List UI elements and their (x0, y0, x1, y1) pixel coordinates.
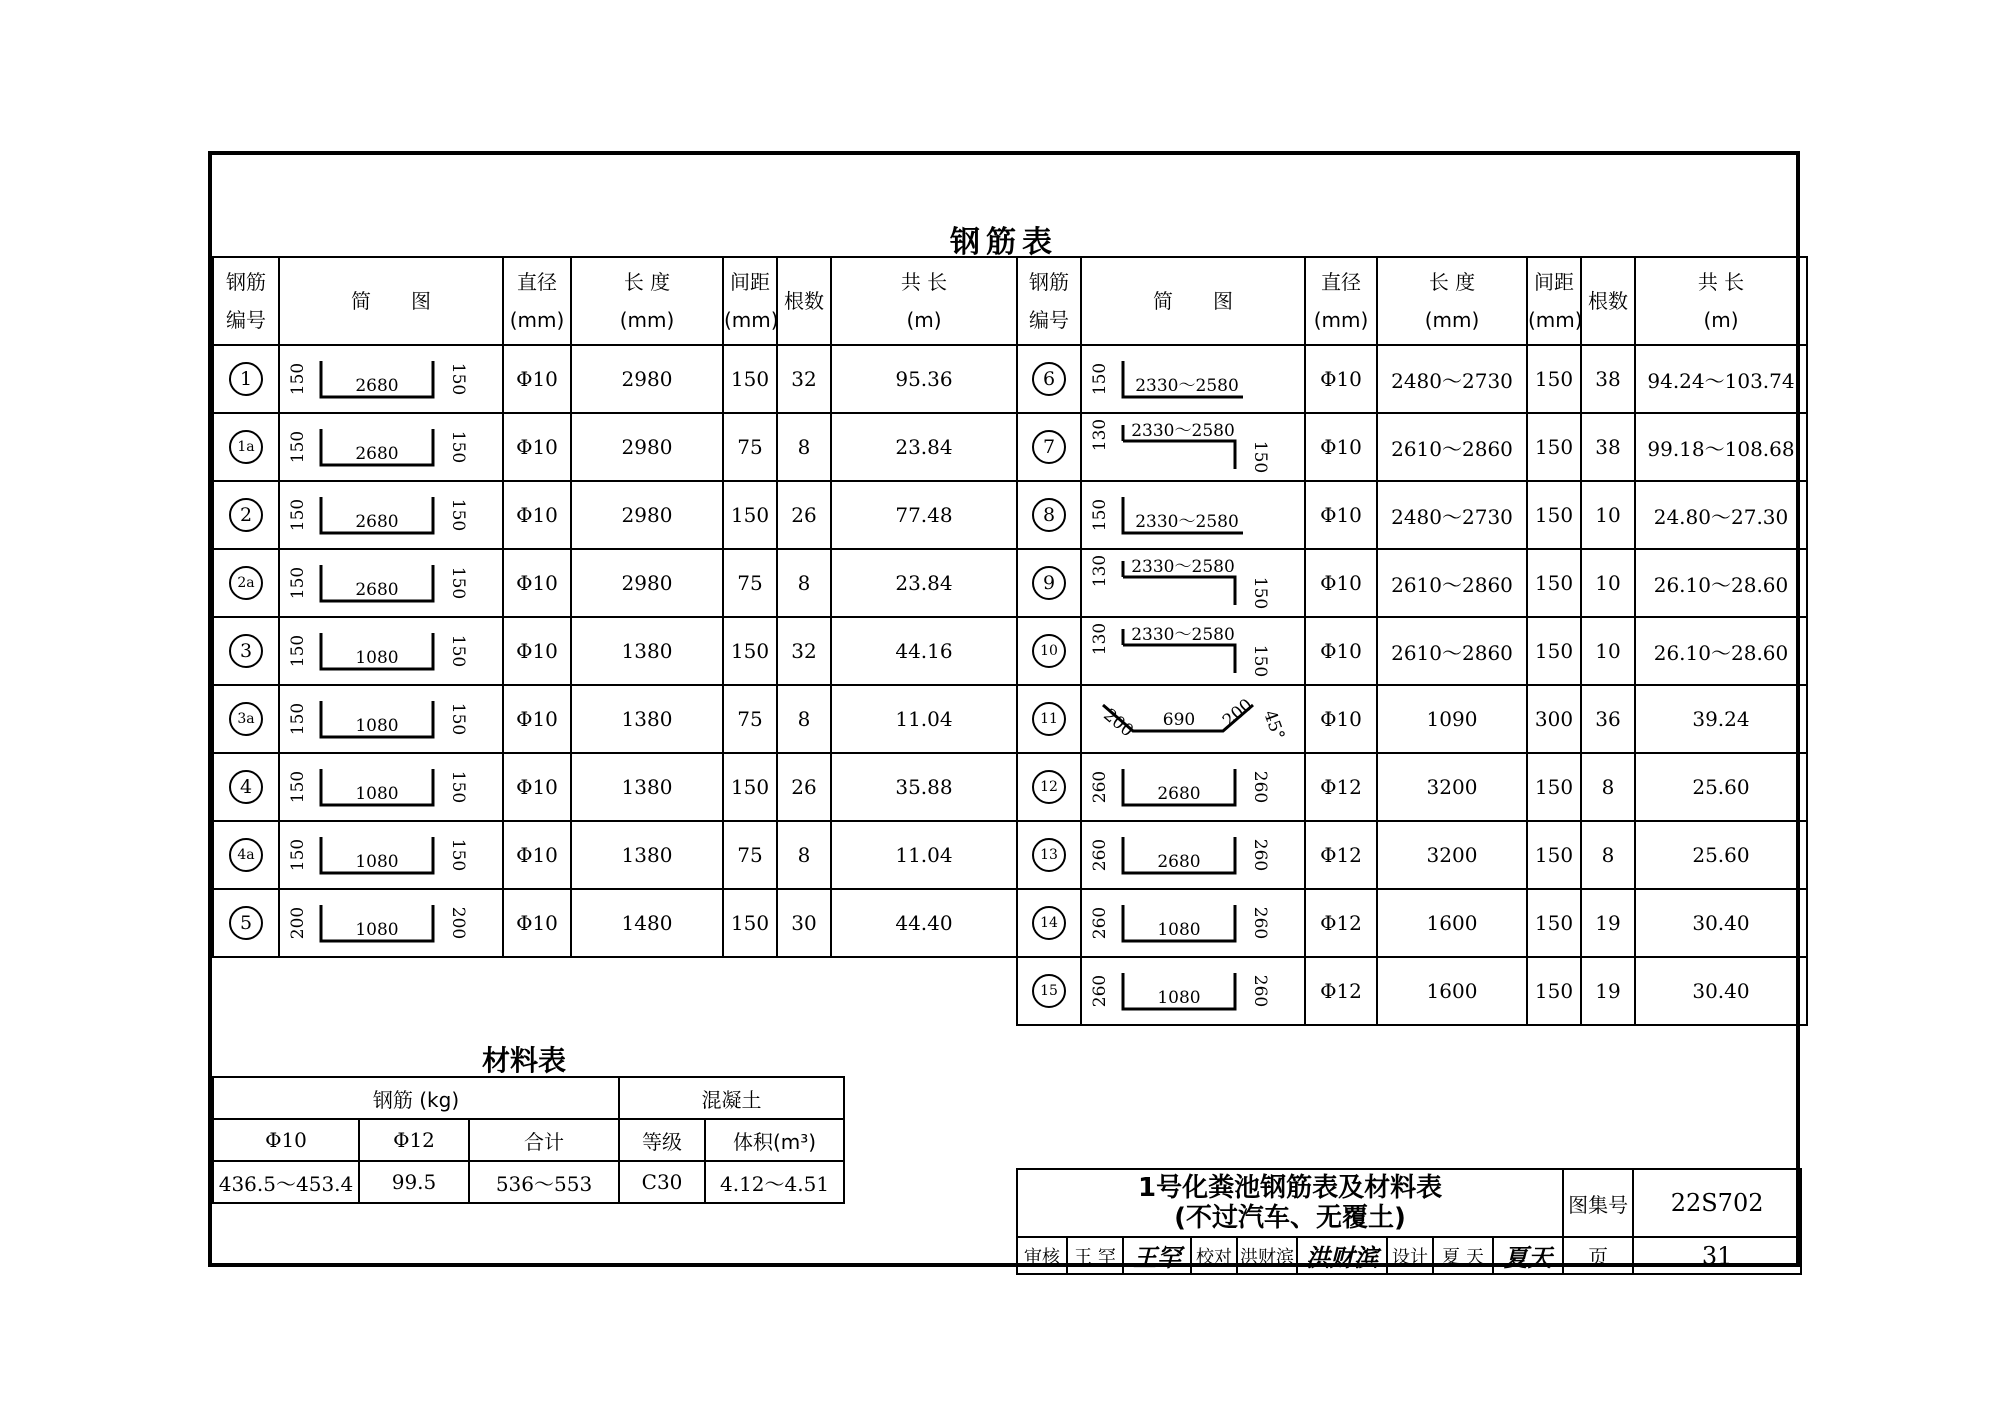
drawing-name: 1号化粪池钢筋表及材料表 (不过汽车、无覆土) (1017, 1169, 1563, 1237)
rebar-id (213, 889, 279, 957)
table-row (1017, 549, 1807, 617)
right-leg-label: 150 (448, 498, 468, 532)
rebar-id-badge: 3a (229, 702, 263, 736)
checker-name: 洪财滨 (1237, 1237, 1297, 1274)
rebar-total-length: 30.40 (1635, 889, 1807, 957)
rebar-total-length: 26.10～28.60 (1635, 617, 1807, 685)
rebar-diameter: Φ12 (1305, 957, 1377, 1025)
rebar-total-length: 44.40 (831, 889, 1017, 957)
rebar-shape-diagram (1090, 622, 1293, 678)
right-leg-label: 260 (1250, 974, 1270, 1008)
rebar-shape-diagram (288, 353, 491, 405)
rebar-length: 3200 (1377, 821, 1527, 889)
reviewer-signature: 王罕 (1123, 1237, 1191, 1274)
rebar-length: 1090 (1377, 685, 1527, 753)
rebar-total-length: 39.24 (1635, 685, 1807, 753)
main-length-label: 2330～2580 (1131, 625, 1235, 645)
rebar-total-length: 11.04 (831, 685, 1017, 753)
rebar-length: 2980 (571, 481, 723, 549)
table-row (213, 549, 1017, 617)
rebar-length: 2610～2860 (1377, 413, 1527, 481)
rebar-count: 38 (1581, 345, 1635, 413)
rebar-total-length: 35.88 (831, 753, 1017, 821)
main-length-label: 1080 (355, 648, 399, 668)
left-leg-label: 260 (1090, 906, 1110, 940)
rebar-diameter: Φ10 (1305, 345, 1377, 413)
rebar-shape-diagram (1093, 693, 1293, 745)
left-leg-label: 200 (288, 906, 308, 940)
reviewer-name: 王 罕 (1067, 1237, 1123, 1274)
rebar-spacing: 150 (723, 617, 777, 685)
rebar-length: 2480～2730 (1377, 345, 1527, 413)
rebar-id-badge: 15 (1032, 974, 1066, 1008)
right-leg-label: 150 (448, 770, 468, 804)
left-leg-label: 260 (1090, 838, 1110, 872)
rebar-weight-header: 钢筋 (kg) (213, 1077, 619, 1119)
material-table (212, 1076, 845, 1204)
main-length-label: 2680 (355, 512, 399, 532)
main-length-label: 2680 (355, 376, 399, 396)
rebar-shape-diagram (1090, 489, 1293, 541)
page-label: 页 (1563, 1237, 1633, 1274)
header-spacing: 间距 (mm) (723, 257, 777, 345)
rebar-shape-diagram (1090, 897, 1293, 949)
rebar-count: 8 (777, 821, 831, 889)
rebar-shape (279, 821, 503, 889)
rebar-id-badge: 3 (229, 634, 263, 668)
rebar-spacing: 300 (1527, 685, 1581, 753)
col-phi10: Φ10 (213, 1119, 359, 1161)
atlas-label: 图集号 (1563, 1169, 1633, 1237)
rebar-diameter: Φ12 (1305, 821, 1377, 889)
table-row (213, 481, 1017, 549)
right-leg-label: 260 (1250, 838, 1270, 872)
rebar-diameter: Φ10 (503, 345, 571, 413)
rebar-total-length: 30.40 (1635, 957, 1807, 1025)
left-leg-label: 150 (288, 838, 308, 872)
left-leg-label: 130 (1090, 622, 1110, 656)
leg-label: 150 (1090, 362, 1110, 396)
rebar-diameter: Φ10 (1305, 481, 1377, 549)
rebar-shape-diagram (288, 693, 491, 745)
rebar-shape (1081, 617, 1305, 685)
left-leg-label: 150 (288, 566, 308, 600)
table-row (1017, 617, 1807, 685)
rebar-count: 26 (777, 753, 831, 821)
header-dia: 直径 (mm) (503, 257, 571, 345)
rebar-spacing: 150 (723, 753, 777, 821)
main-length-label: 1080 (1157, 920, 1201, 940)
header-length: 长 度 (mm) (1377, 257, 1527, 345)
rebar-length: 2480～2730 (1377, 481, 1527, 549)
right-leg-label: 150 (448, 634, 468, 668)
right-leg-label: 150 (448, 566, 468, 600)
rebar-count: 36 (1581, 685, 1635, 753)
checker-signature: 洪财滨 (1297, 1237, 1387, 1274)
main-length-label: 1080 (355, 716, 399, 736)
rebar-shape (1081, 957, 1305, 1025)
rebar-id-badge: 1a (229, 430, 263, 464)
rebar-table-left (212, 256, 1018, 958)
left-leg-label: 150 (288, 430, 308, 464)
right-leg-label: 260 (1250, 906, 1270, 940)
rebar-shape-diagram (288, 489, 491, 541)
right-leg-label: 150 (1250, 644, 1270, 678)
rebar-id-badge: 4 (229, 770, 263, 804)
rebar-spacing: 75 (723, 685, 777, 753)
rebar-shape-diagram (1090, 965, 1293, 1017)
main-length-label: 2330～2580 (1135, 376, 1239, 396)
rebar-spacing: 150 (1527, 617, 1581, 685)
rebar-total-length: 24.80～27.30 (1635, 481, 1807, 549)
main-length-label: 1080 (1157, 988, 1201, 1008)
table-title: 钢筋表 (950, 225, 1058, 260)
right-leg-label: 150 (1250, 576, 1270, 610)
rebar-shape-diagram (1090, 353, 1293, 405)
rebar-id (1017, 685, 1081, 753)
rebar-id (1017, 413, 1081, 481)
col-volume: 体积(m³) (705, 1119, 844, 1161)
rebar-shape-diagram (288, 897, 491, 949)
rebar-total-length: 99.18～108.68 (1635, 413, 1807, 481)
val-phi10: 436.5～453.4 (213, 1161, 359, 1203)
main-length-label: 690 (1162, 710, 1196, 730)
rebar-id-badge: 12 (1032, 770, 1066, 804)
header-total: 共 长 (m) (1635, 257, 1807, 345)
rebar-length: 1380 (571, 821, 723, 889)
rebar-total-length: 25.60 (1635, 753, 1807, 821)
rebar-diameter: Φ10 (1305, 549, 1377, 617)
rebar-spacing: 75 (723, 821, 777, 889)
rebar-spacing: 150 (1527, 481, 1581, 549)
main-length-label: 2330～2580 (1135, 512, 1239, 532)
main-length-label: 2680 (355, 444, 399, 464)
main-length-label: 2680 (355, 580, 399, 600)
rebar-count: 30 (777, 889, 831, 957)
rebar-shape (1081, 413, 1305, 481)
rebar-length: 2980 (571, 413, 723, 481)
rebar-shape (1081, 549, 1305, 617)
rebar-shape (1081, 889, 1305, 957)
rebar-count: 26 (777, 481, 831, 549)
rebar-shape (279, 549, 503, 617)
rebar-id (213, 685, 279, 753)
header-row (1017, 257, 1807, 345)
rebar-total-length: 94.24～103.74 (1635, 345, 1807, 413)
rebar-count: 19 (1581, 957, 1635, 1025)
table-row (1017, 957, 1807, 1025)
atlas-number: 22S702 (1633, 1169, 1801, 1237)
left-leg-label: 150 (288, 770, 308, 804)
rebar-spacing: 150 (1527, 413, 1581, 481)
rebar-line (1123, 645, 1235, 673)
rebar-spacing: 150 (1527, 957, 1581, 1025)
rebar-shape (1081, 481, 1305, 549)
rebar-table-right (1016, 256, 1808, 1026)
rebar-shape (279, 685, 503, 753)
rebar-id-badge: 2a (229, 566, 263, 600)
drawing-frame (208, 151, 1800, 1272)
rebar-id (1017, 481, 1081, 549)
rebar-count: 8 (777, 549, 831, 617)
rebar-count: 10 (1581, 549, 1635, 617)
rebar-total-length: 77.48 (831, 481, 1017, 549)
header-id: 钢筋 编号 (1017, 257, 1081, 345)
rebar-id-badge: 8 (1032, 498, 1066, 532)
main-length-label: 1080 (355, 784, 399, 804)
header-shape: 简 图 (279, 257, 503, 345)
left-leg-label: 150 (288, 362, 308, 396)
rebar-id (1017, 617, 1081, 685)
rebar-id (213, 413, 279, 481)
rebar-id-badge: 2 (229, 498, 263, 532)
rebar-shape (279, 345, 503, 413)
rebar-id (1017, 821, 1081, 889)
rebar-shape-diagram (1090, 761, 1293, 813)
leg-label: 150 (1090, 498, 1110, 532)
rebar-id-badge: 1 (229, 362, 263, 396)
rebar-count: 8 (1581, 753, 1635, 821)
table-row (213, 753, 1017, 821)
rebar-total-length: 95.36 (831, 345, 1017, 413)
val-volume: 4.12～4.51 (705, 1161, 844, 1203)
right-leg-label: 150 (448, 362, 468, 396)
right-leg-label: 150 (448, 838, 468, 872)
rebar-length: 2980 (571, 345, 723, 413)
rebar-length: 1600 (1377, 889, 1527, 957)
rebar-id (1017, 345, 1081, 413)
left-leg-label: 150 (288, 702, 308, 736)
header-total: 共 长 (m) (831, 257, 1017, 345)
main-length-label: 1080 (355, 920, 399, 940)
rebar-id-badge: 11 (1032, 702, 1066, 736)
rebar-diameter: Φ10 (503, 889, 571, 957)
rebar-id-badge: 9 (1032, 566, 1066, 600)
rebar-diameter: Φ10 (503, 481, 571, 549)
material-table-title: 材料表 (482, 1044, 567, 1077)
rebar-line (1123, 441, 1235, 469)
rebar-shape-diagram (288, 829, 491, 881)
rebar-shape (1081, 753, 1305, 821)
rebar-shape-diagram (288, 625, 491, 677)
rebar-id-badge: 6 (1032, 362, 1066, 396)
rebar-id (213, 821, 279, 889)
rebar-length: 1380 (571, 753, 723, 821)
rebar-count: 8 (1581, 821, 1635, 889)
rebar-count: 8 (777, 413, 831, 481)
rebar-shape-diagram (288, 761, 491, 813)
rebar-spacing: 150 (723, 481, 777, 549)
val-grade: C30 (619, 1161, 705, 1203)
rebar-total-length: 44.16 (831, 617, 1017, 685)
header-count: 根数 (777, 257, 831, 345)
rebar-id (213, 481, 279, 549)
rebar-shape-diagram (1090, 554, 1293, 610)
rebar-diameter: Φ10 (503, 617, 571, 685)
check-label: 校对 (1191, 1237, 1237, 1274)
table-row (213, 685, 1017, 753)
rebar-diameter: Φ10 (503, 413, 571, 481)
header-id: 钢筋 编号 (213, 257, 279, 345)
rebar-shape-diagram (288, 557, 491, 609)
table-row (1017, 821, 1807, 889)
rebar-line (1123, 577, 1235, 605)
rebar-count: 38 (1581, 413, 1635, 481)
left-leg-label: 150 (288, 634, 308, 668)
rebar-shape (279, 617, 503, 685)
rebar-spacing: 150 (723, 345, 777, 413)
rebar-shape (1081, 685, 1305, 753)
rebar-diameter: Φ12 (1305, 889, 1377, 957)
rebar-length: 1480 (571, 889, 723, 957)
header-spacing: 间距 (mm) (1527, 257, 1581, 345)
rebar-spacing: 75 (723, 413, 777, 481)
main-length-label: 2330～2580 (1131, 557, 1235, 577)
rebar-shape (279, 413, 503, 481)
rebar-id-badge: 14 (1032, 906, 1066, 940)
col-total: 合计 (469, 1119, 619, 1161)
rebar-count: 8 (777, 685, 831, 753)
table-row (213, 345, 1017, 413)
bend-angle-label: 45° (1259, 707, 1289, 743)
rebar-id-badge: 10 (1032, 634, 1066, 668)
table-row (213, 413, 1017, 481)
rebar-length: 1380 (571, 685, 723, 753)
rebar-id (1017, 549, 1081, 617)
table-row (1017, 753, 1807, 821)
rebar-shape-diagram (1090, 418, 1293, 474)
table-row (213, 617, 1017, 685)
rebar-spacing: 150 (1527, 345, 1581, 413)
rebar-spacing: 150 (1527, 549, 1581, 617)
col-grade: 等级 (619, 1119, 705, 1161)
rebar-id (213, 617, 279, 685)
concrete-header: 混凝土 (619, 1077, 844, 1119)
header-length: 长 度 (mm) (571, 257, 723, 345)
col-phi12: Φ12 (359, 1119, 469, 1161)
right-bend-label: 200 (1218, 695, 1257, 732)
rebar-total-length: 26.10～28.60 (1635, 549, 1807, 617)
rebar-shape (279, 889, 503, 957)
rebar-total-length: 11.04 (831, 821, 1017, 889)
rebar-count: 10 (1581, 481, 1635, 549)
rebar-id (1017, 889, 1081, 957)
rebar-diameter: Φ12 (1305, 753, 1377, 821)
rebar-length: 1600 (1377, 957, 1527, 1025)
rebar-id (213, 549, 279, 617)
table-row (1017, 685, 1807, 753)
table-row (1017, 481, 1807, 549)
main-length-label: 2680 (1157, 784, 1201, 804)
rebar-spacing: 150 (723, 889, 777, 957)
left-leg-label: 130 (1090, 418, 1110, 452)
rebar-length: 2980 (571, 549, 723, 617)
rebar-shape-diagram (288, 421, 491, 473)
rebar-spacing: 150 (1527, 821, 1581, 889)
rebar-diameter: Φ10 (1305, 617, 1377, 685)
rebar-diameter: Φ10 (1305, 685, 1377, 753)
rebar-id (213, 753, 279, 821)
rebar-shape (279, 481, 503, 549)
main-length-label: 2330～2580 (1131, 421, 1235, 441)
table-row (213, 889, 1017, 957)
rebar-length: 1380 (571, 617, 723, 685)
rebar-length: 3200 (1377, 753, 1527, 821)
rebar-spacing: 150 (1527, 753, 1581, 821)
table-row (1017, 889, 1807, 957)
rebar-id-badge: 5 (229, 906, 263, 940)
rebar-id-badge: 4a (229, 838, 263, 872)
right-leg-label: 200 (448, 906, 468, 940)
rebar-id (1017, 753, 1081, 821)
rebar-shape (1081, 345, 1305, 413)
right-leg-label: 150 (448, 430, 468, 464)
page-number: 31 (1633, 1237, 1801, 1274)
val-phi12: 99.5 (359, 1161, 469, 1203)
right-leg-label: 260 (1250, 770, 1270, 804)
rebar-diameter: Φ10 (503, 753, 571, 821)
rebar-diameter: Φ10 (1305, 413, 1377, 481)
right-leg-label: 150 (1250, 440, 1270, 474)
rebar-spacing: 150 (1527, 889, 1581, 957)
header-row (213, 257, 1017, 345)
header-count: 根数 (1581, 257, 1635, 345)
rebar-count: 10 (1581, 617, 1635, 685)
rebar-length: 2610～2860 (1377, 617, 1527, 685)
rebar-id-badge: 13 (1032, 838, 1066, 872)
designer-name: 夏 天 (1433, 1237, 1493, 1274)
rebar-diameter: Φ10 (503, 549, 571, 617)
left-leg-label: 260 (1090, 770, 1110, 804)
right-leg-label: 150 (448, 702, 468, 736)
left-bend-label: 200 (1099, 705, 1138, 742)
table-row (1017, 413, 1807, 481)
left-leg-label: 130 (1090, 554, 1110, 588)
rebar-spacing: 75 (723, 549, 777, 617)
rebar-total-length: 25.60 (1635, 821, 1807, 889)
rebar-id (1017, 957, 1081, 1025)
designer-signature: 夏天 (1493, 1237, 1563, 1274)
left-leg-label: 150 (288, 498, 308, 532)
rebar-id-badge: 7 (1032, 430, 1066, 464)
title-block (1016, 1168, 1802, 1275)
rebar-total-length: 23.84 (831, 549, 1017, 617)
rebar-length: 2610～2860 (1377, 549, 1527, 617)
rebar-shape-diagram (1090, 829, 1293, 881)
main-length-label: 1080 (355, 852, 399, 872)
rebar-id (213, 345, 279, 413)
table-row (213, 821, 1017, 889)
rebar-diameter: Φ10 (503, 685, 571, 753)
design-label: 设计 (1387, 1237, 1433, 1274)
review-label: 审核 (1017, 1237, 1067, 1274)
rebar-shape (1081, 821, 1305, 889)
rebar-count: 32 (777, 617, 831, 685)
header-dia: 直径 (mm) (1305, 257, 1377, 345)
rebar-shape (279, 753, 503, 821)
val-total: 536～553 (469, 1161, 619, 1203)
left-leg-label: 260 (1090, 974, 1110, 1008)
rebar-count: 32 (777, 345, 831, 413)
rebar-count: 19 (1581, 889, 1635, 957)
table-row (1017, 345, 1807, 413)
main-length-label: 2680 (1157, 852, 1201, 872)
rebar-diameter: Φ10 (503, 821, 571, 889)
rebar-total-length: 23.84 (831, 413, 1017, 481)
header-shape: 简 图 (1081, 257, 1305, 345)
